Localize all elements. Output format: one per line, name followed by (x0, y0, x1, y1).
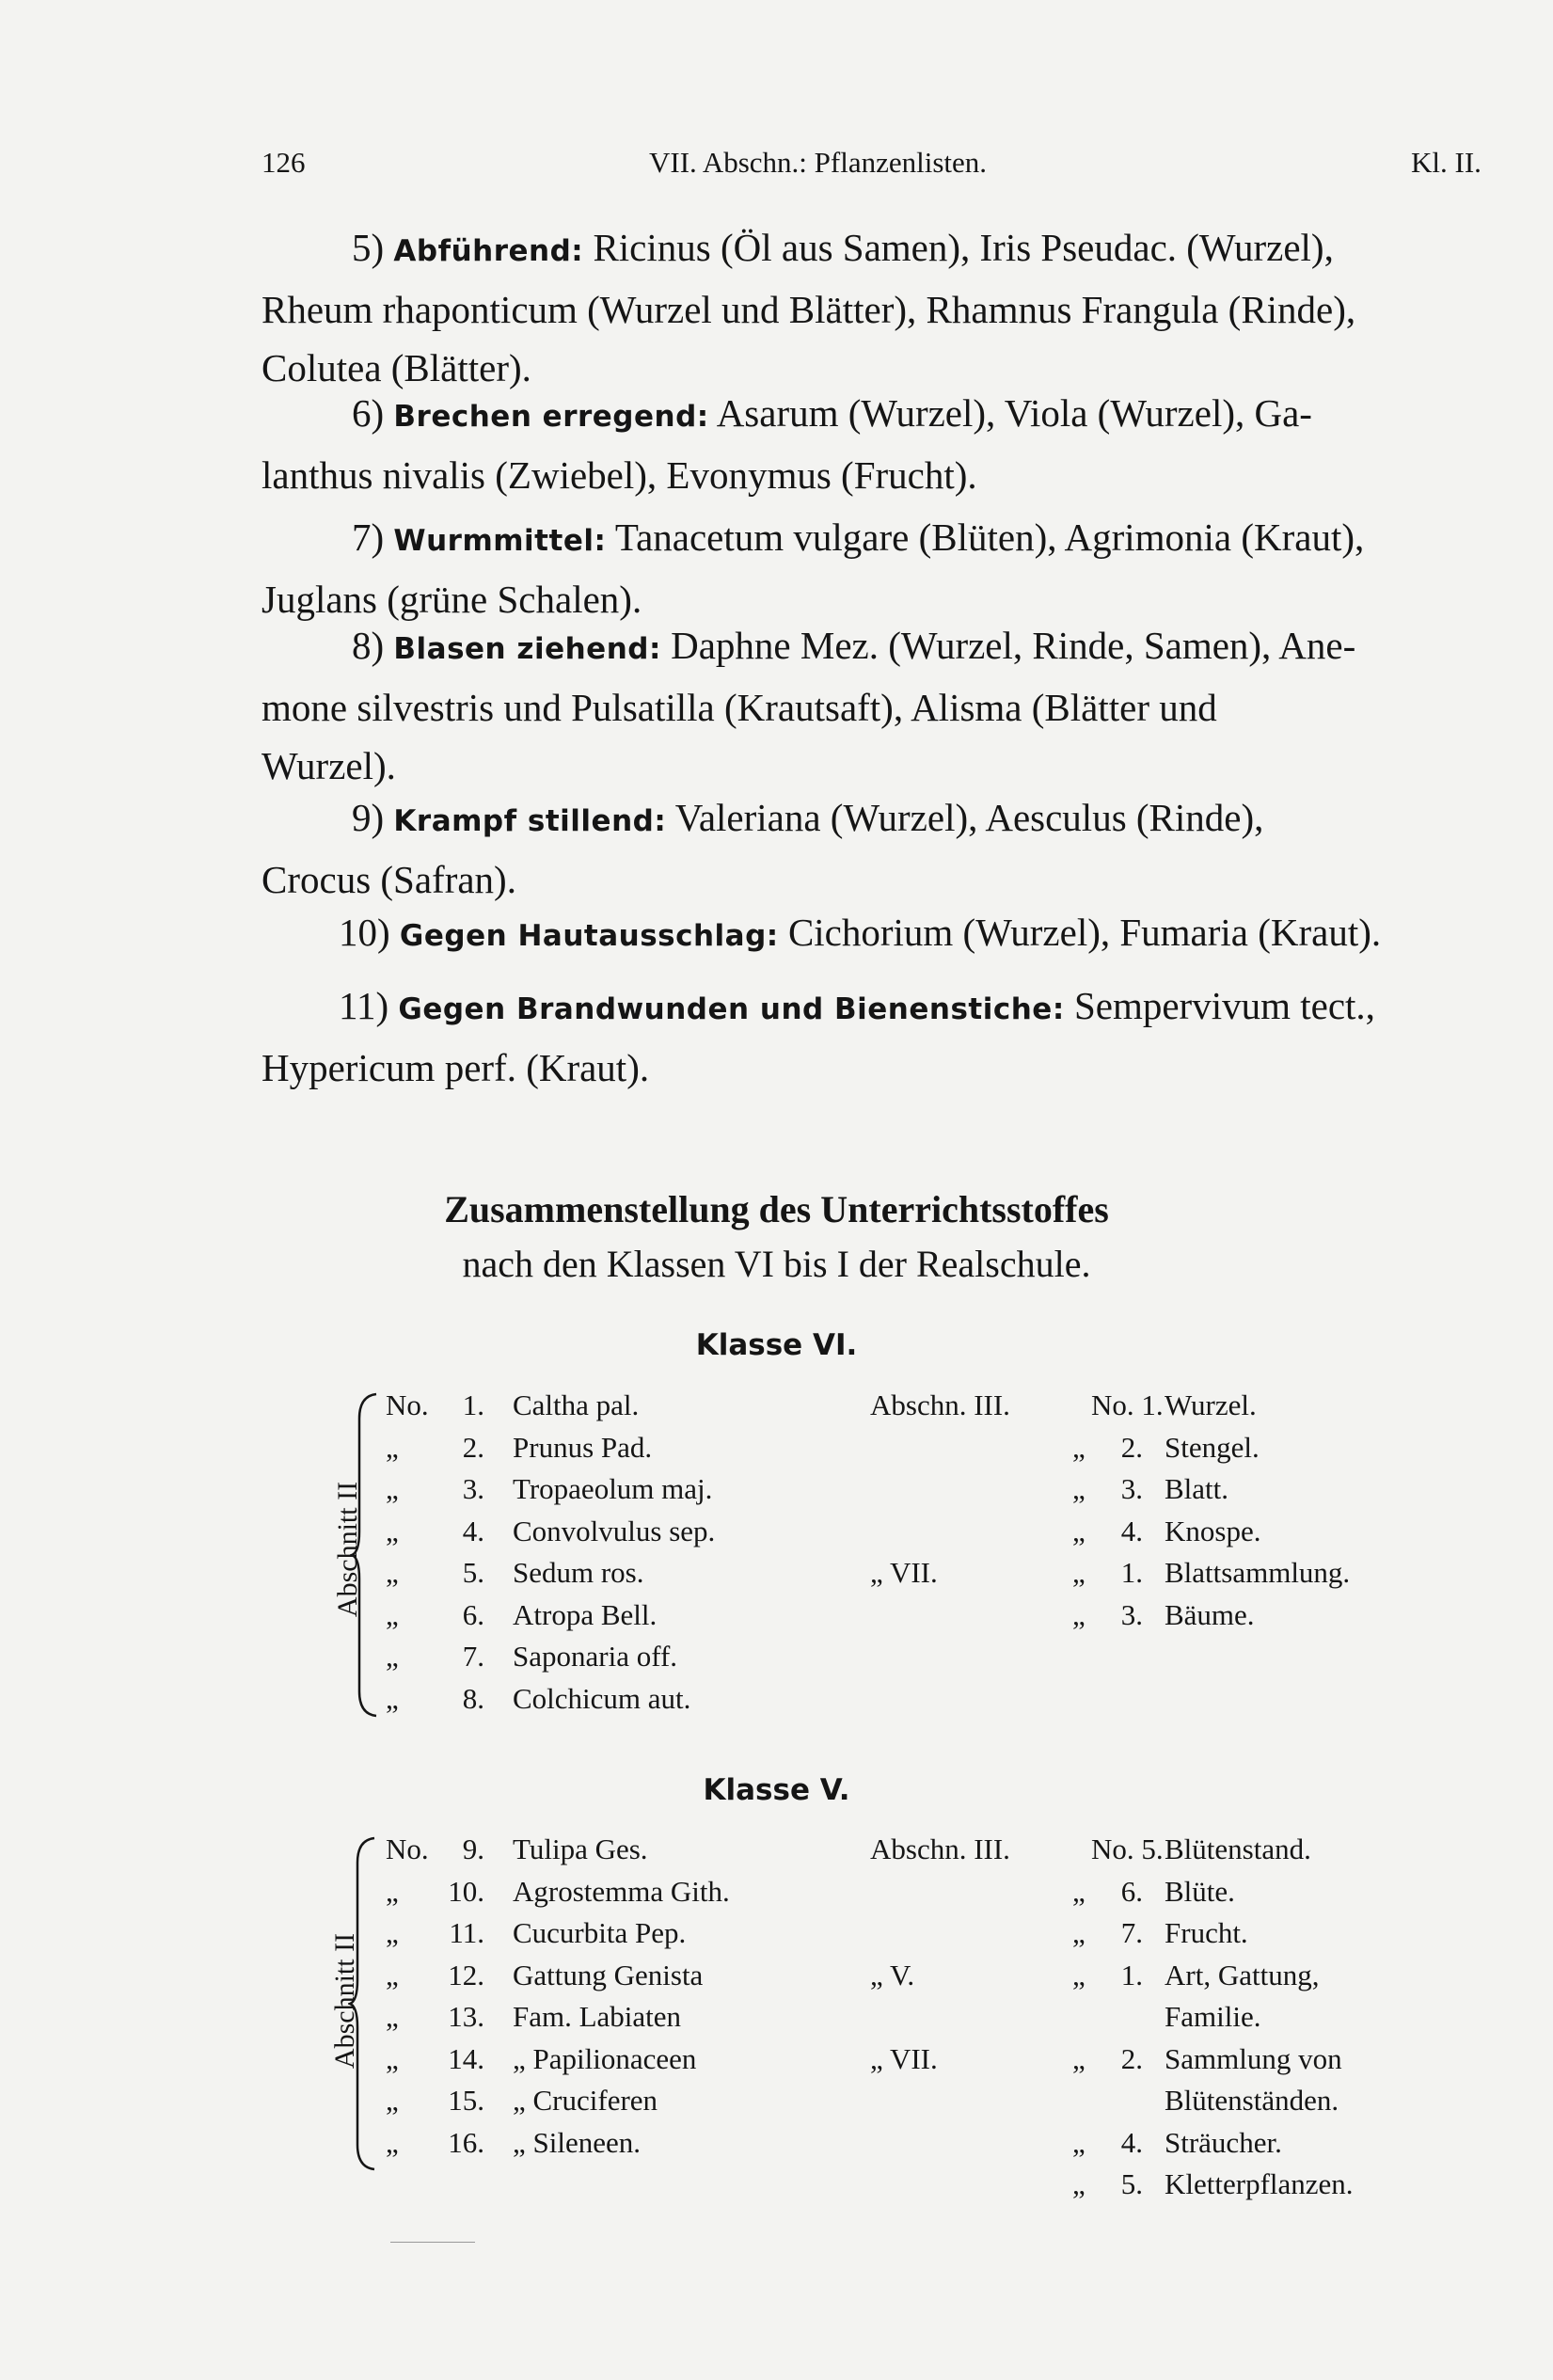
cell-no: „ (386, 1472, 399, 1505)
cell-topic: Knospe. (1165, 1514, 1261, 1547)
cell-num: 16. (448, 2125, 484, 2159)
cell-q: „ (1072, 2125, 1086, 2159)
cell-n2: 5. (1120, 2167, 1143, 2200)
item-number: 8) (352, 624, 385, 667)
cell-ab: Abschn. III. (870, 1388, 1010, 1421)
cell-n2: 1. (1120, 1556, 1143, 1589)
cell-topic: Blütenständen. (1165, 2084, 1339, 2117)
table-row (0, 2000, 1553, 2041)
cell-topic: Blatt. (1165, 1472, 1229, 1505)
item-text: Crocus (Safran). (261, 858, 516, 901)
cell-plant: Tropaeolum maj. (513, 1472, 713, 1505)
cell-plant: Convolvulus sep. (513, 1514, 716, 1547)
cell-num: 11. (449, 1916, 484, 1949)
section-title: Zusammenstellung des Unterrichtsstoffes (444, 1188, 1109, 1230)
cell-plant: Agrostemma Gith. (513, 1874, 730, 1908)
cell-no: „ (386, 2041, 399, 2075)
table-row (0, 1556, 1553, 1597)
cell-no: No. (386, 1388, 429, 1421)
cell-plant: „ Papilionaceen (513, 2041, 697, 2075)
cell-num: 8. (462, 1681, 484, 1715)
cell-plant: Gattung Genista (513, 1958, 704, 1991)
class-label: Kl. II. (1411, 146, 1482, 179)
cell-num: 10. (448, 1874, 484, 1908)
table-row (0, 1598, 1553, 1640)
item-text: lanthus nivalis (Zwiebel), Evonymus (Frucht). (261, 453, 977, 497)
cell-plant: Caltha pal. (513, 1388, 640, 1421)
cell-no: „ (386, 1514, 399, 1547)
item-text: Hypericum perf. (Kraut). (261, 1046, 650, 1089)
cell-plant: „ Cruciferen (513, 2084, 658, 2117)
cell-no: „ (386, 1916, 399, 1949)
paragraph-7 (261, 508, 1484, 628)
item-text: Sempervivum tect., (1073, 984, 1375, 1027)
cell-plant: Atropa Bell. (513, 1597, 658, 1631)
cell-topic: Kletterpflanzen. (1165, 2167, 1354, 2200)
cell-topic: Art, Gattung, (1165, 1958, 1320, 1991)
cell-no: „ (386, 1430, 399, 1464)
cell-no: No. (386, 1833, 429, 1865)
cell-n2: 7. (1120, 1916, 1143, 1949)
cell-ab: „ VII. (870, 1556, 938, 1589)
item-number: 5) (352, 226, 385, 269)
cell-ab: „ V. (870, 1958, 915, 1991)
cell-num: 4. (462, 1514, 484, 1547)
item-number: 6) (352, 391, 385, 435)
item-term: Krampf stillend: (393, 804, 667, 838)
cell-no: „ (386, 1681, 399, 1715)
cell-num: 15. (448, 2084, 484, 2117)
cell-plant: Colchicum aut. (513, 1681, 691, 1715)
cell-topic: Frucht. (1165, 1916, 1248, 1949)
cell-plant: Sedum ros. (513, 1556, 644, 1589)
cell-q: „ (1072, 1597, 1086, 1631)
cell-q: „ (1072, 1958, 1086, 1991)
cell-n2: No. 1. (1091, 1388, 1164, 1421)
cell-plant: Tulipa Ges. (513, 1833, 648, 1865)
item-term: Gegen Hautausschlag: (399, 919, 779, 953)
section-subtitle: nach den Klassen VI bis I der Realschule. (462, 1243, 1091, 1285)
cell-no: „ (386, 1958, 399, 1991)
item-term: Blasen ziehend: (393, 632, 661, 666)
cell-num: 5. (462, 1556, 484, 1589)
item-number: 9) (352, 796, 385, 839)
cell-no: „ (386, 2125, 399, 2159)
item-number: 7) (352, 516, 385, 559)
table-row (0, 1833, 1553, 1874)
item-text: Juglans (grüne Schalen). (261, 578, 642, 621)
cell-num: 13. (448, 2000, 484, 2033)
table-row (0, 2084, 1553, 2125)
cell-plant: Saponaria off. (513, 1640, 678, 1673)
item-text: Tanacetum vulgare (Blüten), Agrimonia (Kraut), (614, 516, 1365, 559)
cell-topic: Bäume. (1165, 1597, 1255, 1631)
table-row (0, 1472, 1553, 1514)
page-number: 126 (261, 146, 306, 179)
cell-plant: Fam. Labiaten (513, 2000, 682, 2033)
cell-n2: 3. (1120, 1472, 1143, 1505)
cell-num: 6. (462, 1597, 484, 1631)
klasse-v-side-label: Abschnitt II (329, 1932, 360, 2070)
cell-n2: 1. (1120, 1958, 1143, 1991)
cell-topic: Blattsammlung. (1165, 1556, 1351, 1589)
cell-topic: Sträucher. (1165, 2125, 1282, 2159)
item-text: Rheum rhaponticum (Wurzel und Blätter), Rhamnus Frangula (Rinde), (261, 288, 1356, 331)
item-text: Daphne Mez. (Wurzel, Rinde, Samen), Ane- (671, 624, 1356, 667)
cell-n2: 2. (1120, 1430, 1143, 1464)
klasse-v-heading: Klasse V. (703, 1773, 850, 1807)
item-text: Colutea (Blätter). (261, 346, 531, 389)
cell-q: „ (1072, 1472, 1086, 1505)
table-row (0, 2167, 1553, 2209)
table-row (0, 1682, 1553, 1723)
cell-topic: Familie. (1165, 2000, 1261, 2033)
cell-n2: 6. (1120, 1874, 1143, 1908)
cell-n2: 2. (1120, 2041, 1143, 2075)
cell-topic: Stengel. (1165, 1430, 1260, 1464)
cell-no: „ (386, 1640, 399, 1673)
cell-ab: „ VII. (870, 2041, 938, 2075)
table-row (0, 2126, 1553, 2167)
item-term: Wurmmittel: (393, 524, 607, 558)
cell-plant: „ Sileneen. (513, 2125, 642, 2159)
table-row (0, 2042, 1553, 2084)
cell-topic: Blüte. (1165, 1874, 1235, 1908)
cell-num: 7. (462, 1640, 484, 1673)
cell-n2: 4. (1120, 1514, 1143, 1547)
paragraph-8 (261, 616, 1484, 795)
cell-n2: No. 5. (1091, 1833, 1164, 1865)
cell-num: 14. (448, 2041, 484, 2075)
cell-ab: Abschn. III. (870, 1833, 1010, 1865)
cell-topic: Wurzel. (1165, 1388, 1257, 1421)
cell-q: „ (1072, 1916, 1086, 1949)
table-row (0, 1959, 1553, 2000)
cell-q: „ (1072, 1556, 1086, 1589)
item-term: Brechen erregend: (393, 400, 709, 434)
table-row (0, 1515, 1553, 1556)
table-row (0, 1916, 1553, 1958)
cell-num: 2. (462, 1430, 484, 1464)
running-head: VII. Abschn.: Pflanzenlisten. (649, 146, 988, 179)
cell-no: „ (386, 2084, 399, 2117)
klasse-vi-heading: Klasse VI. (695, 1328, 858, 1362)
item-text: mone silvestris und Pulsatilla (Krautsaft), Alisma (Blätter und (261, 686, 1217, 729)
cell-q: „ (1072, 1514, 1086, 1547)
table-row (0, 1875, 1553, 1916)
footer-rule (390, 2242, 475, 2243)
cell-num: 3. (462, 1472, 484, 1505)
cell-q: „ (1072, 1430, 1086, 1464)
table-row (0, 1640, 1553, 1681)
item-term: Abführend: (393, 234, 584, 268)
item-text: Ricinus (Öl aus Samen), Iris Pseudac. (Wurzel), (593, 226, 1334, 269)
paragraph-9 (261, 788, 1484, 909)
table-row (0, 1431, 1553, 1472)
cell-no: „ (386, 1874, 399, 1908)
cell-n2: 3. (1120, 1597, 1143, 1631)
item-text: Valeriana (Wurzel), Aesculus (Rinde), (674, 796, 1264, 839)
paragraph-11 (261, 976, 1484, 1097)
cell-num: 12. (448, 1958, 484, 1991)
cell-topic: Sammlung von (1165, 2041, 1342, 2075)
item-number: 10) (339, 911, 390, 954)
cell-num: 9. (462, 1833, 484, 1865)
cell-num: 1. (462, 1388, 484, 1421)
cell-plant: Cucurbita Pep. (513, 1916, 687, 1949)
cell-q: „ (1072, 2167, 1086, 2200)
cell-no: „ (386, 1597, 399, 1631)
cell-no: „ (386, 1556, 399, 1589)
paragraph-5 (261, 218, 1484, 397)
klasse-vi-side-label: Abschnitt II (332, 1481, 363, 1618)
table-row (0, 1388, 1553, 1430)
cell-plant: Prunus Pad. (513, 1430, 653, 1464)
cell-no: „ (386, 2000, 399, 2033)
paragraph-10 (261, 903, 1484, 965)
paragraph-6 (261, 384, 1484, 504)
item-text: Wurzel). (261, 744, 396, 787)
item-text: Asarum (Wurzel), Viola (Wurzel), Ga- (716, 391, 1312, 435)
cell-q: „ (1072, 2041, 1086, 2075)
item-term: Gegen Brandwunden und Bienenstiche: (398, 992, 1065, 1026)
item-number: 11) (339, 984, 389, 1027)
cell-q: „ (1072, 1874, 1086, 1908)
cell-topic: Blütenstand. (1165, 1833, 1311, 1865)
item-text: Cichorium (Wurzel), Fumaria (Kraut). (787, 911, 1382, 954)
cell-n2: 4. (1120, 2125, 1143, 2159)
